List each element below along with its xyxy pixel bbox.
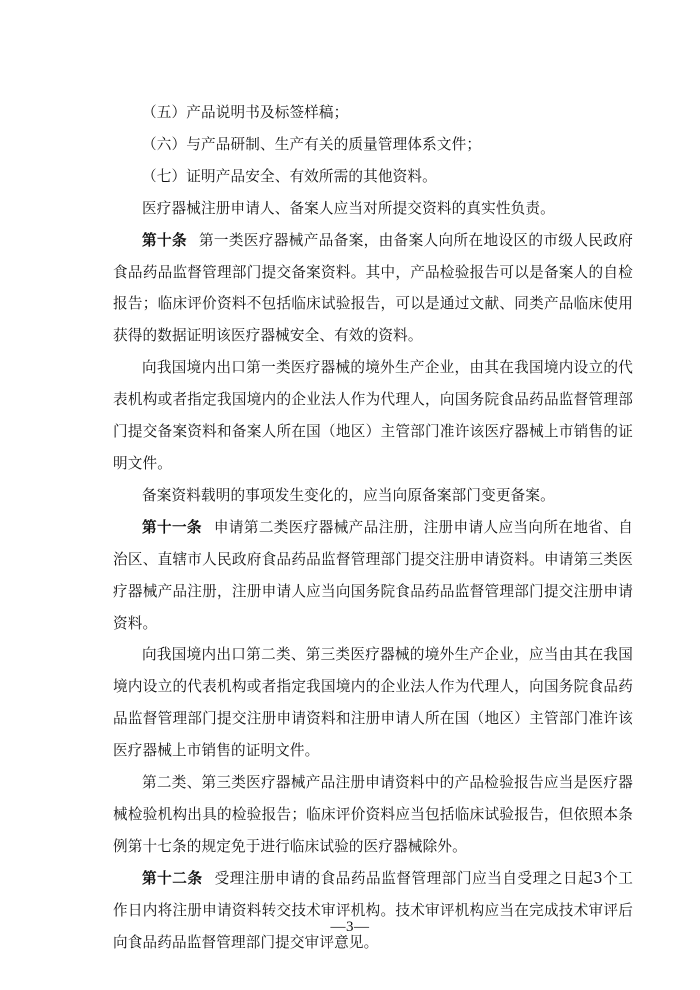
paragraph-text: （六）与产品研制、生产有关的质量管理体系文件； [142, 135, 482, 153]
paragraph [113, 352, 633, 480]
list-item [113, 129, 633, 161]
paragraph-text: 向我国境内出口第一类医疗器械的境外生产企业，由其在我国境内设立的代表机构或者指定我国境内的企业法人作为代理人，向国务院食品药品监督管理部门提交备案资料和备案人所在国（地区）主管部门准许该医疗器械上市销售的证明文件。 [113, 359, 633, 472]
page-number: —3— [330, 919, 370, 935]
article-10-paragraph [113, 225, 633, 353]
paragraph-text: 第一类医疗器械产品备案，由备案人向所在地设区的市级人民政府食品药品监督管理部门提交备案资料。其中，产品检验报告可以是备案人的自检报告；临床评价资料不包括临床试验报告，可以是通过文献、同类产品临床使用获得的数据证明该医疗器械安全、有效的资料。 [113, 231, 634, 345]
paragraph [113, 480, 633, 512]
article-number: 第十二条 [142, 869, 203, 887]
paragraph-text: 第二类、第三类医疗器械产品注册申请资料中的产品检验报告应当是医疗器械检验机构出具的检验报告；临床评价资料应当包括临床试验报告，但依照本条例第十七条的规定免于进行临床试验的医疗器械除外。 [113, 774, 633, 855]
document-body [113, 97, 633, 958]
paragraph-text: 备案资料载明的事项发生变化的，应当向原备案部门变更备案。 [142, 486, 555, 504]
article-11-paragraph [113, 512, 633, 640]
paragraph-text: 受理注册申请的食品药品监督管理部门应当自受理之日起3个工作日内将注册申请资料转交技术审评机构。技术审评机构应当在完成技术审评后向食品药品监督管理部门提交审评意见。 [113, 869, 633, 951]
list-item [113, 161, 633, 193]
paragraph-text: 向我国境内出口第二类、第三类医疗器械的境外生产企业，应当由其在我国境内设立的代表机构或者指定我国境内的企业法人作为代理人，向国务院食品药品监督管理部门提交注册申请资料和注册申请人所在国（地区）主管部门准许该医疗器械上市销售的证明文件。 [113, 646, 633, 760]
paragraph-text: 申请第二类医疗器械产品注册，注册申请人应当向所在地省、自治区、直辖市人民政府食品药品监督管理部门提交注册申请资料。申请第三类医疗器械产品注册，注册申请人应当向国务院食品药品监督管理部门提交注册申请资料。 [113, 518, 633, 632]
paragraph-text: （五）产品说明书及标签样稿； [142, 104, 349, 121]
paragraph [113, 767, 633, 863]
paragraph-text: （七）证明产品安全、有效所需的其他资料。 [142, 167, 437, 185]
paragraph [113, 639, 633, 767]
article-number: 第十条 [142, 231, 187, 249]
paragraph-text: 医疗器械注册申请人、备案人应当对所提交资料的真实性负责。 [142, 199, 555, 217]
article-number: 第十一条 [142, 518, 202, 536]
list-item [113, 97, 633, 129]
paragraph [113, 193, 633, 225]
article-12-paragraph [113, 863, 633, 959]
